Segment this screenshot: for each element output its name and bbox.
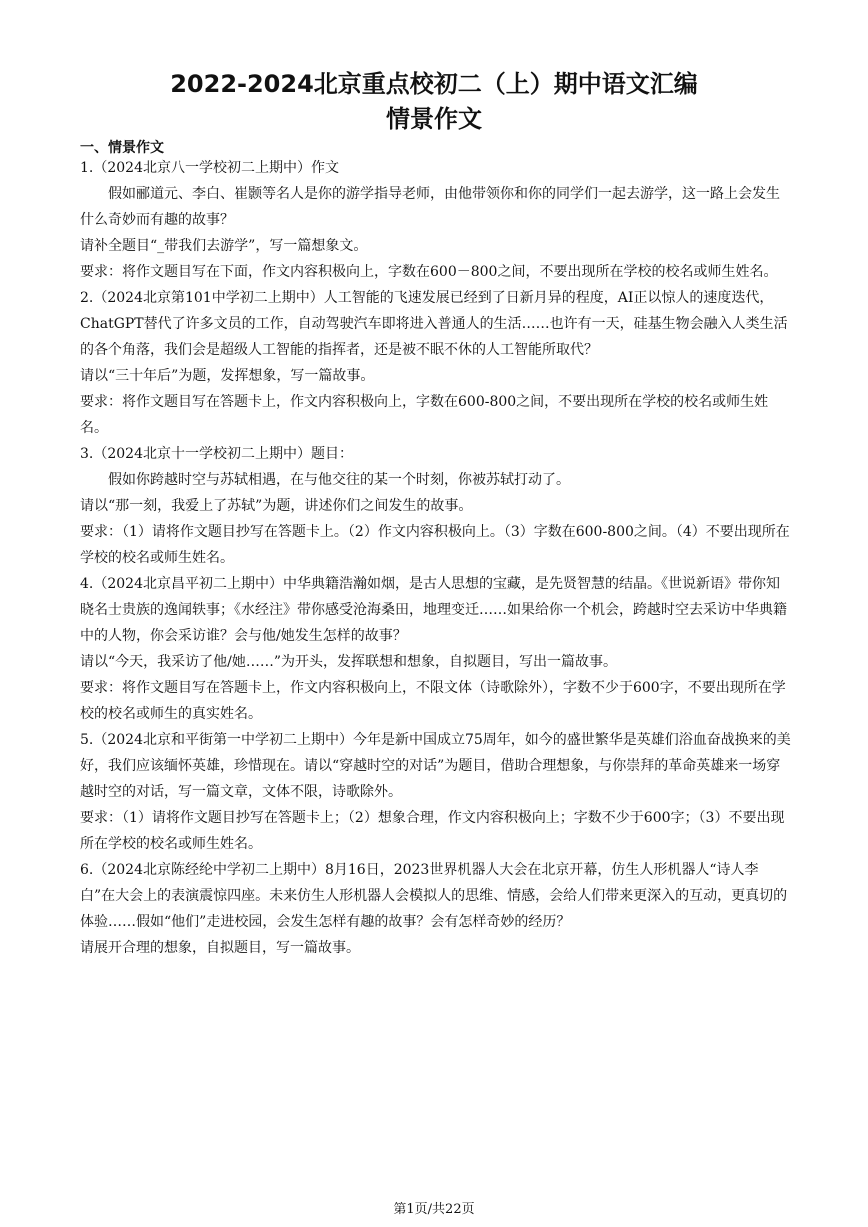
question-2-source: 2.（2024北京第101中学初二上期中）人工智能的飞速发展已经到了日新月异的程度，AI正以惊人的速度迭代，ChatGPT替代了许多文员的工作，自动驾驶汽车即将进入普通人的生活……也许有一天，硅基生物会融入人类生活的各个角落，我们会是超级人工智能的指挥者，还是被不眠不休的人工智能所取代？ — [80, 290, 788, 358]
question-list — [80, 155, 792, 961]
question-6-instruction: 请展开合理的想象，自拟题目，写一篇故事。 — [80, 940, 360, 956]
question-3-instruction: 请以“那一刻，我爱上了苏轼”为题，讲述你们之间发生的故事。 — [80, 498, 473, 514]
question-3-requirement: 要求：（1）请将作文题目抄写在答题卡上。（2）作文内容积极向上。（3）字数在600-800之间。（4）不要出现所在学校的校名或师生姓名。 — [80, 524, 790, 566]
question-4-source: 4.（2024北京昌平初二上期中）中华典籍浩瀚如烟，是古人思想的宝藏，是先贤智慧的结晶。《世说新语》带你知晓名士贵族的逸闻轶事；《水经注》带你感受沧海桑田，地理变迁……如果给你一个机会，跨越时空去采访中华典籍中的人物，你会采访谁？会与他/她发生怎样的故事？ — [80, 576, 787, 644]
question-2-instruction: 请以“三十年后”为题，发挥想象，写一篇故事。 — [80, 368, 375, 384]
question-4-requirement: 要求：将作文题目写在答题卡上，作文内容积极向上，不限文体（诗歌除外），字数不少于600字，不要出现所在学校的校名或师生的真实姓名。 — [80, 680, 786, 722]
question-4-instruction: 请以“今天，我采访了他/她……”为开头，发挥联想和想象，自拟题目，写出一篇故事。 — [80, 654, 618, 670]
section-heading: 一、情景作文 — [80, 140, 164, 156]
question-5-requirement: 要求：（1）请将作文题目抄写在答题卡上；（2）想象合理，作文内容积极向上；字数不少于600字；（3）不要出现所在学校的校名或师生姓名。 — [80, 810, 785, 852]
question-3-source: 3.（2024北京十一学校初二上期中）题目： — [80, 446, 353, 462]
question-5-source: 5.（2024北京和平街第一中学初二上期中）今年是新中国成立75周年，如今的盛世繁华是英雄们浴血奋战换来的美好，我们应该缅怀英雄，珍惜现在。请以“穿越时空的对话”为题目，借助合理想象，与你崇拜的革命英雄来一场穿越时空的对话，写一篇文章，文体不限，诗歌除外。 — [80, 732, 791, 800]
question-1-prompt: 假如郦道元、李白、崔颢等名人是你的游学指导老师，由他带领你和你的同学们一起去游学，这一路上会发生什么奇妙而有趣的故事？ — [80, 186, 780, 228]
question-2-requirement: 要求：将作文题目写在答题卡上，作文内容积极向上，字数在600-800之间，不要出现所在学校的校名或师生姓名。 — [80, 394, 769, 436]
document-subtitle: 情景作文 — [386, 105, 482, 133]
question-6-source: 6.（2024北京陈经纶中学初二上期中）8月16日，2023世界机器人大会在北京开幕，仿生人形机器人“诗人李白”在大会上的表演震惊四座。未来仿生人形机器人会模拟人的思维、情感，会给人们带来更深入的互动，更真切的体验……假如“他们”走进校园，会发生怎样有趣的故事？会有怎样奇妙的经历？ — [80, 862, 788, 930]
document-title: 2022-2024北京重点校初二（上）期中语文汇编 — [170, 70, 698, 98]
question-3-prompt: 假如你跨越时空与苏轼相遇，在与他交往的某一个时刻，你被苏轼打动了。 — [108, 472, 570, 488]
question-1-source: 1.（2024北京八一学校初二上期中）作文 — [80, 160, 339, 176]
page-number: 第1页/共22页 — [393, 1202, 475, 1217]
question-1-instruction: 请补全题目“_带我们去游学”，写一篇想象文。 — [80, 238, 368, 254]
question-1-requirement: 要求：将作文题目写在下面，作文内容积极向上，字数在600－800之间，不要出现所在学校的校名或师生姓名。 — [80, 264, 778, 280]
